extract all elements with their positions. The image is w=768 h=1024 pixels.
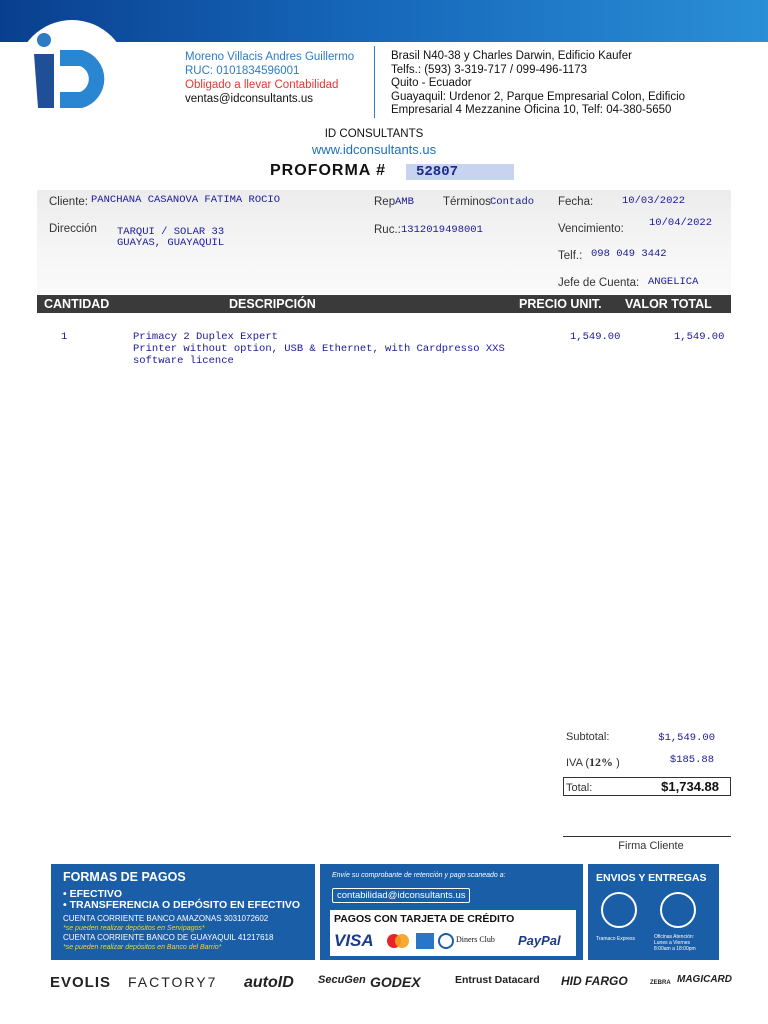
rep-value: AMB (395, 196, 414, 208)
ruc-value: 1312019498001 (401, 224, 483, 236)
fecha-value: 10/03/2022 (622, 195, 686, 207)
company-info (185, 50, 354, 106)
col-descripcion: DESCRIPCIÓN (229, 297, 316, 311)
send-note: Envíe su comprobante de retención y pago scaneado a: (332, 872, 506, 879)
address-line: Empresarial 4 Mezzanine Oficina 10, Telf: 04-380-5650 (391, 104, 672, 116)
card-title: PAGOS CON TARJETA DE CRÉDITO (334, 913, 515, 925)
iva-rate: 12% (589, 755, 614, 769)
fecha-label: Fecha: (558, 196, 594, 208)
company-ruc: RUC: 0101834596001 (185, 65, 300, 77)
description-line: software licence (133, 355, 234, 367)
bullet-transferencia: • TRANSFERENCIA O DEPÓSITO EN EFECTIVO (63, 899, 301, 911)
iva-label-text: IVA ( (566, 757, 590, 769)
proforma-number: 52807 (406, 164, 514, 180)
office-line: 8:00am a 18:00pm (654, 946, 696, 952)
address-line: Guayaquil: Urdenor 2, Parque Empresarial Colon, Edificio (391, 90, 686, 103)
iva-label (566, 755, 620, 770)
iva-label-close: ) (613, 757, 620, 769)
vencimiento-value: 10/04/2022 (649, 217, 713, 229)
company-logo (16, 20, 128, 120)
col-cantidad: CANTIDAD (44, 297, 110, 311)
partner-brands (0, 968, 768, 996)
bank-account-1: CUENTA CORRIENTE BANCO AMAZONAS 3031072602 (63, 914, 269, 923)
payments-title: FORMAS DE PAGOS (63, 870, 186, 884)
brand-entrust: Entrust Datacard (455, 974, 540, 986)
office-line: Oficinas Atención: (654, 934, 695, 940)
payment-methods-panel (51, 864, 315, 960)
brand-factory7: FACTORY7 (128, 974, 218, 990)
brand-evolis: EVOLIS (50, 974, 112, 991)
visa-icon: VISA (334, 931, 374, 950)
company-name: Moreno Villacis Andres Guillermo (185, 51, 355, 63)
total-label: Total: (566, 782, 593, 794)
diners-icon (438, 933, 454, 949)
mastercard-icon (386, 933, 410, 954)
id-office-icon (660, 892, 696, 928)
diners-text: Diners Club (456, 935, 495, 944)
vencimiento-label: Vencimiento: (558, 223, 624, 235)
cliente-label: Cliente: (49, 196, 88, 208)
description-line: Printer without option, USB & Ethernet, with Cardpresso XXS (133, 343, 505, 355)
amex-icon (416, 933, 434, 949)
row-descripcion (133, 331, 505, 367)
bank-accounts (63, 914, 273, 952)
shipping-panel (588, 864, 719, 960)
address-line: Telfs.: (593) 3-319-717 / 099-496-1173 (391, 63, 588, 76)
address-line: Quito - Ecuador (391, 77, 472, 89)
col-precio: PRECIO UNIT. (519, 297, 602, 311)
brand-name: ID CONSULTANTS (324, 128, 424, 140)
jefe-label: Jefe de Cuenta: (558, 277, 640, 289)
shipping-right-label (654, 934, 696, 952)
bank-note-2: *se pueden realizar depósitos en Banco del Barrio* (63, 943, 222, 951)
terminos-value: Contado (490, 196, 535, 208)
total-value: $1,734.88 (661, 779, 719, 794)
brand-hidfargo: HID FARGO (561, 974, 628, 988)
terminos-label: Términos (443, 196, 491, 208)
brand-autoid: autoID (244, 974, 294, 991)
company-address (391, 50, 691, 118)
rep-label: Rep (374, 196, 396, 208)
payment-cards-panel (320, 864, 583, 960)
company-obligado: Obligado a llevar Contabilidad (185, 79, 339, 91)
row-precio: 1,549.00 (570, 331, 621, 343)
shipping-left-label: Tramaco Express (596, 936, 635, 942)
row-cantidad: 1 (61, 331, 68, 343)
brand-godex: GODEX (370, 974, 421, 990)
shipping-title: ENVIOS Y ENTREGAS (596, 872, 707, 884)
bullet-efectivo: • EFECTIVO (63, 888, 123, 900)
signature-label: Firma Cliente (618, 840, 684, 852)
brand-zebra: ZEBRA (650, 980, 671, 986)
telf-label: Telf.: (558, 250, 583, 262)
office-line: Lunes a Viernes (654, 940, 691, 946)
bank-account-2: CUENTA CORRIENTE BANCO DE GUAYAQUIL 41217618 (63, 933, 274, 942)
direccion-line2: GUAYAS, GUAYAQUIL (117, 237, 225, 249)
iva-value: $185.88 (669, 754, 714, 766)
jefe-value: ANGELICA (648, 276, 699, 288)
ruc-label: Ruc.: (374, 224, 401, 236)
brand-magicard: MAGICARD (677, 974, 732, 985)
id-logo-icon (30, 30, 120, 110)
tramaco-logo-icon (601, 892, 637, 928)
brand-secugen: SecuGen (318, 974, 366, 986)
client-info-box (37, 190, 731, 294)
brand-website[interactable]: www.idconsultants.us (311, 142, 437, 157)
proforma-label: PROFORMA # (270, 162, 387, 179)
payment-bullets (63, 889, 300, 911)
telf-value: 098 049 3442 (591, 248, 667, 260)
paypal-icon: PayPal (518, 933, 561, 948)
col-total: VALOR TOTAL (625, 297, 712, 311)
credit-card-box (330, 910, 576, 956)
address-line: Brasil N40-38 y Charles Darwin, Edificio Kaufer (391, 50, 632, 62)
bank-note-1: *se pueden realizar depósitos en Servipagos* (63, 924, 205, 932)
signature-line (563, 836, 731, 837)
direccion-line1: TARQUI / SOLAR 33 (117, 226, 225, 238)
billing-email[interactable]: contabilidad@idconsultants.us (332, 888, 470, 903)
row-total: 1,549.00 (674, 331, 725, 343)
description-line: Primacy 2 Duplex Expert (133, 331, 278, 343)
items-table-header (37, 295, 731, 313)
subtotal-value: $1,549.00 (658, 732, 715, 744)
company-email[interactable]: ventas@idconsultants.us (185, 93, 314, 105)
header-divider (374, 46, 375, 118)
total-box (563, 777, 731, 796)
direccion-label: Dirección (49, 223, 97, 235)
subtotal-label: Subtotal: (566, 731, 610, 743)
cliente-value: PANCHANA CASANOVA FATIMA ROCIO (91, 194, 281, 206)
